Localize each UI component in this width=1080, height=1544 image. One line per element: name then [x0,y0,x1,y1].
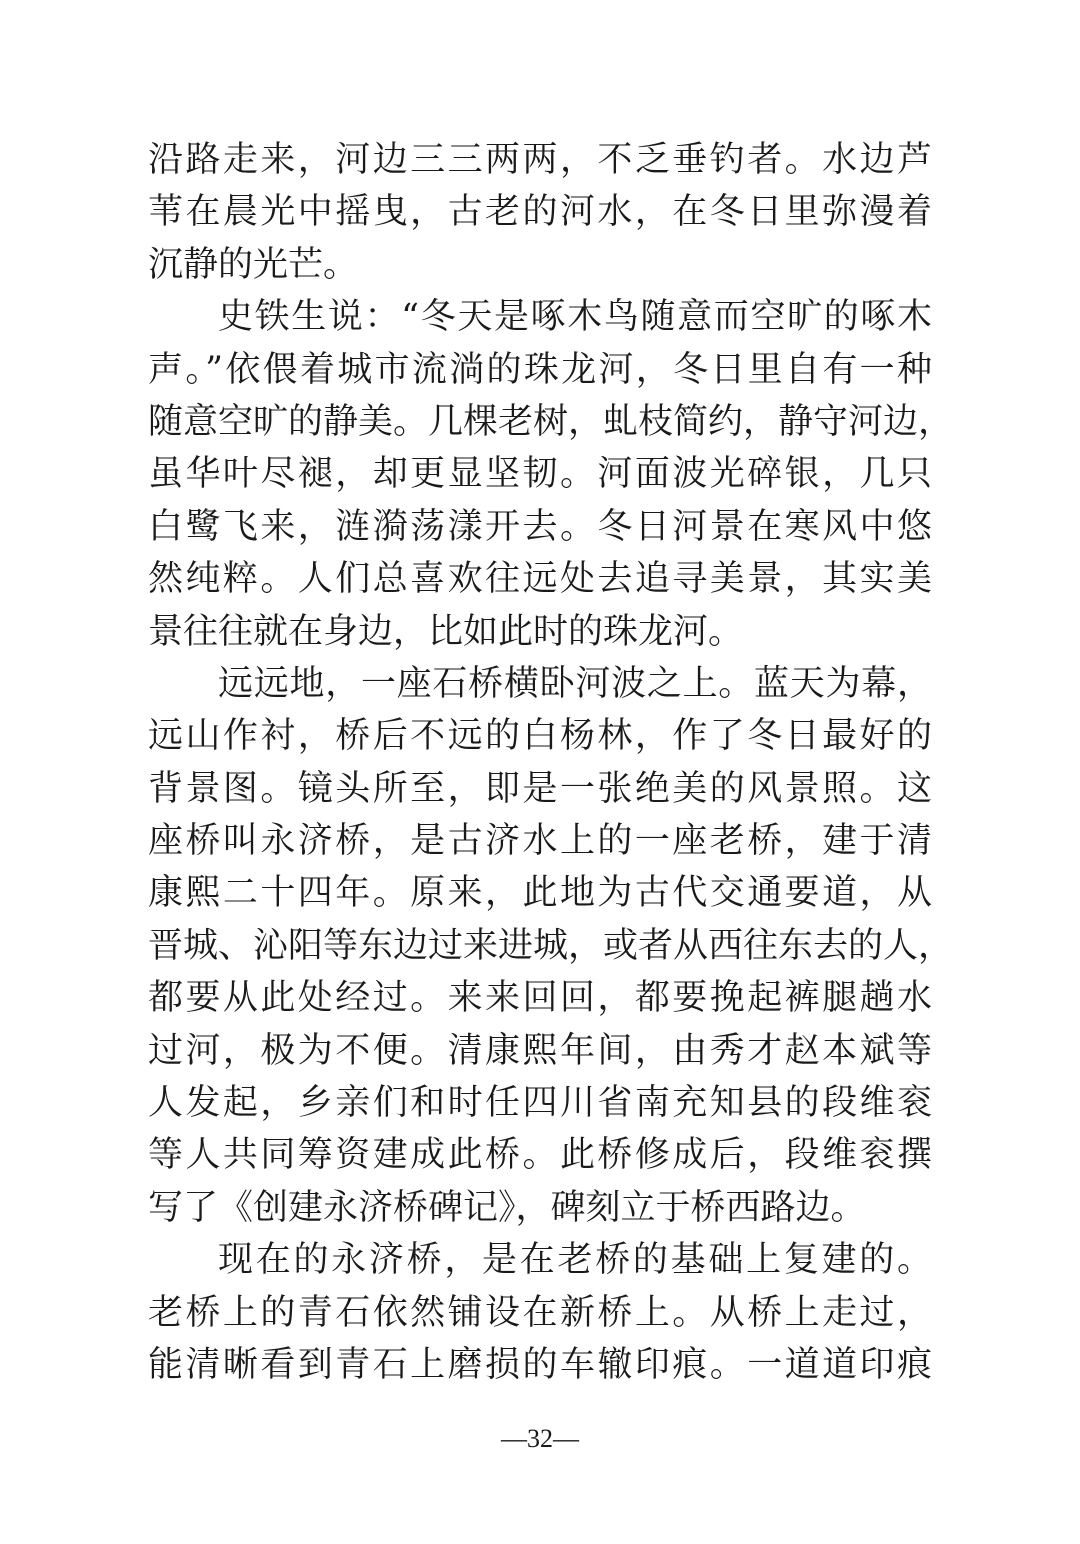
text-line: 远山作衬，桥后不远的白杨林，作了冬日最好的 [148,716,932,757]
text-line: 随意空旷的静美。几棵老树，虬枝简约，静守河边， [148,401,954,442]
text-line: 虽华叶尽褪，却更显坚韧。河面波光碎银，几只 [148,454,932,495]
text-line: 过河，极为不便。清康熙年间，由秀才赵本斌等 [148,1030,932,1071]
paragraph-3 [148,658,954,1234]
text-line: 老桥上的青石依然铺设在新桥上。从桥上走过， [148,1292,932,1333]
text-line: 人发起，乡亲们和时任四川省南充知县的段维衮 [148,1083,932,1124]
body-text [148,134,954,1391]
text-line: 沉静的光芒。 [148,244,359,285]
text-line: 写了《创建永济桥碑记》，碑刻立于桥西路边。 [148,1187,866,1228]
text-line: 能清晰看到青石上磨损的车辙印痕。一道道印痕 [148,1344,932,1385]
text-line: 声。”依偎着城市流淌的珠龙河，冬日里自有一种 [148,349,932,390]
text-line: 背景图。镜头所至，即是一张绝美的风景照。这 [148,768,932,809]
text-line: 晋城、沁阳等东边过来进城，或者从西往东去的人， [148,925,954,966]
text-line: 等人共同筹资建成此桥。此桥修成后，段维衮撰 [148,1135,932,1176]
text-line: 史铁生说：“冬天是啄木鸟随意而空旷的啄木 [218,297,932,338]
text-line: 座桥叫永济桥，是古济水上的一座老桥，建于清 [148,821,932,862]
text-line: 白鹭飞来，涟漪荡漾开去。冬日河景在寒风中悠 [148,506,932,547]
text-line: 远远地，一座石桥横卧河波之上。蓝天为幕， [218,663,932,704]
text-line: 苇在晨光中摇曳，古老的河水，在冬日里弥漫着 [148,192,932,233]
paragraph-4 [148,1234,932,1391]
text-line: 沿路走来，河边三三两两，不乏垂钓者。水边芦 [148,140,932,180]
paragraph-1 [148,134,932,291]
text-line: 然纯粹。人们总喜欢往远处去追寻美景，其实美 [148,559,932,600]
text-line: 景往往就在身边，比如此时的珠龙河。 [148,611,744,652]
text-line: 现在的永济桥，是在老桥的基础上复建的。 [218,1240,932,1281]
paragraph-2 [148,291,954,658]
page-number: —32— [501,1424,579,1453]
text-line: 康熙二十四年。原来，此地为古代交通要道，从 [148,873,932,914]
text-line: 都要从此处经过。来来回回，都要挽起裤腿趟水 [148,978,932,1019]
